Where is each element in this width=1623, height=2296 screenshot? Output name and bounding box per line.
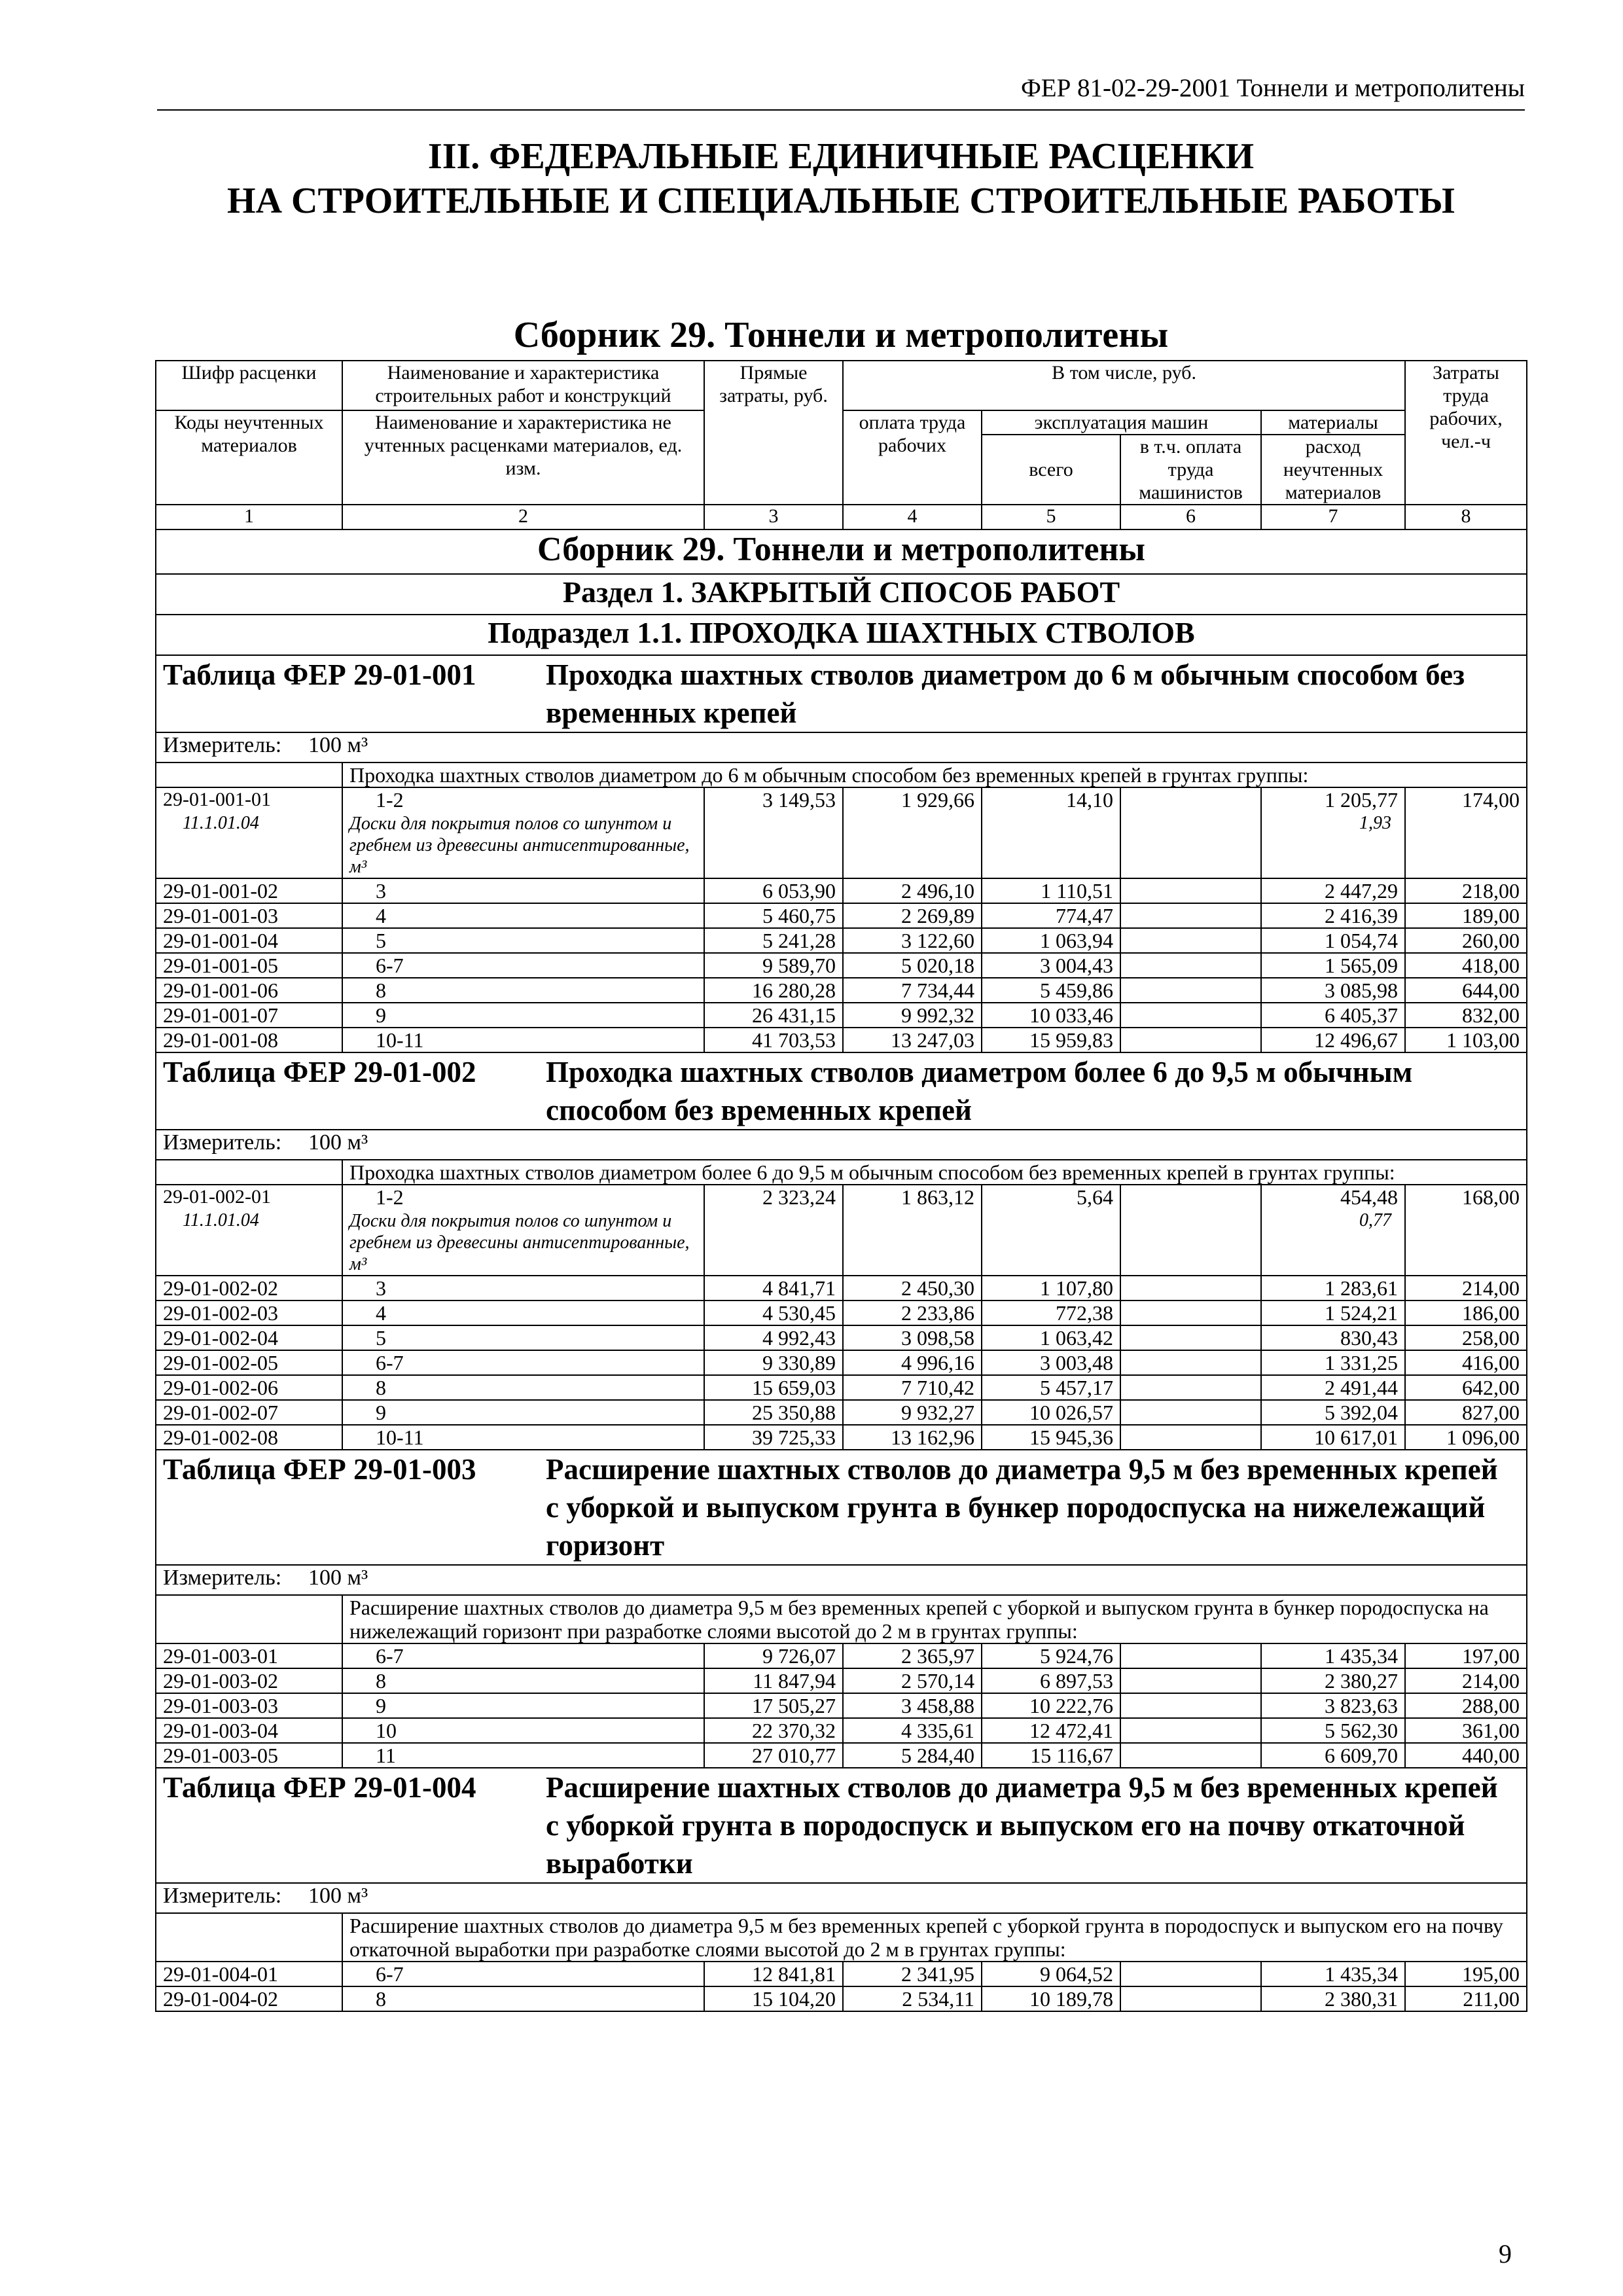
row-labor: 1 103,00 (1405, 1028, 1527, 1052)
row-mach-pay (1120, 1325, 1261, 1350)
col-number: 1 (156, 505, 342, 529)
row-mach: 12 472,41 (982, 1718, 1120, 1743)
col-number: 3 (704, 505, 843, 529)
row-direct: 16 280,28 (704, 978, 843, 1003)
row-labor: 214,00 (1405, 1668, 1527, 1693)
row-mat: 1 524,21 (1261, 1300, 1405, 1325)
row-mat: 1 565,09 (1261, 953, 1405, 978)
row-mat: 6 609,70 (1261, 1743, 1405, 1768)
table-row (156, 1300, 1527, 1325)
row-direct: 41 703,53 (704, 1028, 843, 1052)
row-code: 29-01-003-02 (156, 1668, 342, 1693)
row-name: 9 (342, 1003, 704, 1028)
page-number: 9 (1499, 2239, 1512, 2269)
row-labor: 211,00 (1405, 1986, 1527, 2011)
row-direct: 25 350,88 (704, 1400, 843, 1425)
header-incl: В том числе, руб. (843, 361, 1405, 410)
header-labor-pay: оплата труда рабочих (843, 410, 982, 505)
row-mach: 9 064,52 (982, 1962, 1120, 1986)
row-pay: 9 992,32 (843, 1003, 982, 1028)
row-name: 10-11 (342, 1028, 704, 1052)
row-mach: 10 026,57 (982, 1400, 1120, 1425)
row-mach-pay (1120, 903, 1261, 928)
row-labor: 189,00 (1405, 903, 1527, 928)
row-mat: 1 054,74 (1261, 928, 1405, 953)
row-mat-use: 1,93 (1359, 813, 1392, 833)
row-name: 3 (342, 1276, 704, 1300)
row-direct: 22 370,32 (704, 1718, 843, 1743)
measure-value: 100 м³ (308, 733, 368, 757)
row-mach: 3 003,48 (982, 1350, 1120, 1375)
row-code: 29-01-004-01 (156, 1962, 342, 1986)
row-pay: 2 233,86 (843, 1300, 982, 1325)
row-mach: 15 945,36 (982, 1425, 1120, 1450)
table-row (156, 1986, 1527, 2011)
row-code: 29-01-001-02 (156, 878, 342, 903)
running-header: ФЕР 81-02-29-2001 Тоннели и метрополитены (157, 73, 1525, 111)
table-row (156, 1350, 1527, 1375)
part-title-line2: НА СТРОИТЕЛЬНЫЕ И СПЕЦИАЛЬНЫЕ СТРОИТЕЛЬНЫЕ РАБОТЫ (227, 181, 1455, 221)
row-direct: 4 530,45 (704, 1300, 843, 1325)
row-name: 6-7 (342, 1350, 704, 1375)
measure-value: 100 м³ (308, 1566, 368, 1590)
row-mach: 6 897,53 (982, 1668, 1120, 1693)
row-mach: 772,38 (982, 1300, 1120, 1325)
row-mach-pay (1120, 1643, 1261, 1668)
material-code: 11.1.01.04 (183, 1210, 259, 1230)
col-number: 5 (982, 505, 1120, 529)
row-code: 29-01-003-05 (156, 1743, 342, 1768)
header-name: Наименование и характеристика строительных работ и конструкций (342, 361, 704, 410)
row-mat (1261, 787, 1405, 878)
row-direct: 9 726,07 (704, 1643, 843, 1668)
row-mach: 15 959,83 (982, 1028, 1120, 1052)
table-row (156, 1400, 1527, 1425)
header-name-alt: Наименование и характеристика не учтенных расценками материалов, ед. изм. (342, 410, 704, 505)
row-labor: 642,00 (1405, 1375, 1527, 1400)
row-pay: 2 570,14 (843, 1668, 982, 1693)
header-mat-use: расход неучтенных материалов (1261, 435, 1405, 505)
table-row (156, 928, 1527, 953)
row-mach-pay (1120, 1986, 1261, 2011)
row-mach: 5 459,86 (982, 978, 1120, 1003)
row-mat: 2 380,27 (1261, 1668, 1405, 1693)
row-direct: 4 992,43 (704, 1325, 843, 1350)
row-code: 29-01-002-05 (156, 1350, 342, 1375)
row-direct: 39 725,33 (704, 1425, 843, 1450)
row-mach: 5 924,76 (982, 1643, 1120, 1668)
table-name: Расширение шахтных стволов до диаметра 9,5 м без временных крепей с уборкой грунта в породоспуск и выпуском его на почву откаточной выработки (546, 1771, 1498, 1880)
table-row (156, 1185, 1527, 1276)
row-code: 29-01-003-01 (156, 1643, 342, 1668)
table-row (156, 953, 1527, 978)
row-mach-pay (1120, 1743, 1261, 1768)
row-name: 9 (342, 1693, 704, 1718)
row-name: 9 (342, 1400, 704, 1425)
table-row (156, 1718, 1527, 1743)
row-pay: 13 247,03 (843, 1028, 982, 1052)
measure-label: Измеритель: (163, 1566, 282, 1590)
material-name: Доски для покрытия полов со шпунтом и гребнем из древесины антисептированные, м³ (349, 1211, 690, 1274)
row-name: 11 (342, 1743, 704, 1768)
row-labor: 440,00 (1405, 1743, 1527, 1768)
row-name: 6-7 (342, 1643, 704, 1668)
section-title: Раздел 1. ЗАКРЫТЫЙ СПОСОБ РАБОТ (156, 574, 1527, 615)
row-code (156, 787, 342, 878)
row-mat: 12 496,67 (1261, 1028, 1405, 1052)
row-name: 6-7 (342, 1962, 704, 1986)
header-code-alt: Коды неучтенных материалов (156, 410, 342, 505)
table-title (156, 655, 1527, 732)
row-code: 29-01-001-05 (156, 953, 342, 978)
rate-name: 1-2 (376, 1185, 404, 1209)
row-mach-pay (1120, 1425, 1261, 1450)
row-mach-pay (1120, 1962, 1261, 1986)
row-direct: 6 053,90 (704, 878, 843, 903)
header-mach-total: всего (982, 435, 1120, 505)
row-mach-pay (1120, 1028, 1261, 1052)
row-mach-pay (1120, 1718, 1261, 1743)
row-name: 8 (342, 1668, 704, 1693)
table-label: Таблица ФЕР 29-01-003 (163, 1453, 476, 1486)
row-labor: 827,00 (1405, 1400, 1527, 1425)
row-mach-pay (1120, 953, 1261, 978)
row-direct: 12 841,81 (704, 1962, 843, 1986)
rate-name: 1-2 (376, 788, 404, 812)
subsection-title: Подраздел 1.1. ПРОХОДКА ШАХТНЫХ СТВОЛОВ (156, 615, 1527, 655)
part-title-line1: III. ФЕДЕРАЛЬНЫЕ ЕДИНИЧНЫЕ РАСЦЕНКИ (427, 136, 1255, 177)
table-name: Расширение шахтных стволов до диаметра 9,5 м без временных крепей с уборкой и выпуском грунта в бункер породоспуска на нижележащий горизонт (546, 1453, 1498, 1562)
row-mat-value: 1 205,77 (1325, 788, 1399, 812)
col-number: 8 (1405, 505, 1527, 529)
row-labor: 195,00 (1405, 1962, 1527, 1986)
table-name: Проходка шахтных стволов диаметром более 6 до 9,5 м обычным способом без временных крепей (546, 1056, 1413, 1126)
header-labor: Затраты труда рабочих, чел.-ч (1405, 361, 1527, 505)
measure-label: Измеритель: (163, 1884, 282, 1908)
row-pay: 2 365,97 (843, 1643, 982, 1668)
row-mat: 3 085,98 (1261, 978, 1405, 1003)
row-name: 10-11 (342, 1425, 704, 1450)
row-mat: 1 435,34 (1261, 1643, 1405, 1668)
row-mach-pay (1120, 1185, 1261, 1276)
material-code: 11.1.01.04 (183, 813, 259, 833)
row-pay: 3 458,88 (843, 1693, 982, 1718)
row-mat: 6 405,37 (1261, 1003, 1405, 1028)
row-mat: 10 617,01 (1261, 1425, 1405, 1450)
row-pay: 2 450,30 (843, 1276, 982, 1300)
material-name: Доски для покрытия полов со шпунтом и гребнем из древесины антисептированные, м³ (349, 814, 690, 877)
row-name: 5 (342, 928, 704, 953)
row-mat: 1 435,34 (1261, 1962, 1405, 1986)
table-description: Проходка шахтных стволов диаметром более 6 до 9,5 м обычным способом без временных крепей в грунтах группы: (342, 1160, 1527, 1185)
table-row (156, 787, 1527, 878)
row-mat: 5 392,04 (1261, 1400, 1405, 1425)
row-mach-pay (1120, 1668, 1261, 1693)
row-name: 5 (342, 1325, 704, 1350)
row-pay: 13 162,96 (843, 1425, 982, 1450)
row-mach: 10 033,46 (982, 1003, 1120, 1028)
row-mach: 10 222,76 (982, 1693, 1120, 1718)
row-pay: 5 284,40 (843, 1743, 982, 1768)
row-mach-pay (1120, 1375, 1261, 1400)
rate-code: 29-01-001-01 (163, 789, 271, 810)
row-code: 29-01-001-08 (156, 1028, 342, 1052)
col-number: 6 (1120, 505, 1261, 529)
row-mat: 830,43 (1261, 1325, 1405, 1350)
desc-spacer (156, 1595, 342, 1643)
row-mat: 1 283,61 (1261, 1276, 1405, 1300)
row-name: 3 (342, 878, 704, 903)
row-pay: 5 020,18 (843, 953, 982, 978)
row-pay: 9 932,27 (843, 1400, 982, 1425)
table-title (156, 1768, 1527, 1883)
row-pay: 4 996,16 (843, 1350, 982, 1375)
row-mat: 2 416,39 (1261, 903, 1405, 928)
row-mach: 3 004,43 (982, 953, 1120, 978)
header-code: Шифр расценки (156, 361, 342, 410)
desc-spacer (156, 762, 342, 787)
row-code: 29-01-002-08 (156, 1425, 342, 1450)
row-mach: 1 107,80 (982, 1276, 1120, 1300)
table-row (156, 978, 1527, 1003)
part-title (157, 134, 1525, 223)
row-name: 8 (342, 978, 704, 1003)
row-direct: 15 104,20 (704, 1986, 843, 2011)
row-direct: 5 241,28 (704, 928, 843, 953)
col-number: 4 (843, 505, 982, 529)
row-code: 29-01-002-07 (156, 1400, 342, 1425)
row-mach-pay (1120, 1693, 1261, 1718)
table-title (156, 1450, 1527, 1565)
row-labor: 832,00 (1405, 1003, 1527, 1028)
row-pay: 7 710,42 (843, 1375, 982, 1400)
table-measure (156, 1565, 1527, 1595)
row-code: 29-01-003-03 (156, 1693, 342, 1718)
table-row (156, 1375, 1527, 1400)
row-pay: 2 269,89 (843, 903, 982, 928)
row-direct: 4 841,71 (704, 1276, 843, 1300)
collection-title: Сборник 29. Тоннели и метрополитены (513, 315, 1169, 355)
row-direct: 11 847,94 (704, 1668, 843, 1693)
measure-value: 100 м³ (308, 1130, 368, 1155)
row-name: 4 (342, 903, 704, 928)
row-mach: 1 063,94 (982, 928, 1120, 953)
col-number: 2 (342, 505, 704, 529)
header-materials: материалы (1261, 410, 1405, 435)
row-labor: 218,00 (1405, 878, 1527, 903)
row-mat: 5 562,30 (1261, 1718, 1405, 1743)
measure-value: 100 м³ (308, 1884, 368, 1908)
row-name: 10 (342, 1718, 704, 1743)
row-code: 29-01-001-03 (156, 903, 342, 928)
row-labor: 361,00 (1405, 1718, 1527, 1743)
row-code: 29-01-001-07 (156, 1003, 342, 1028)
row-labor: 416,00 (1405, 1350, 1527, 1375)
row-direct: 9 330,89 (704, 1350, 843, 1375)
rate-code: 29-01-002-01 (163, 1186, 271, 1208)
row-name: 8 (342, 1375, 704, 1400)
collection-row: Сборник 29. Тоннели и метрополитены (156, 529, 1527, 574)
header-machines: эксплуатация машин (982, 410, 1261, 435)
row-code (156, 1185, 342, 1276)
row-mach: 10 189,78 (982, 1986, 1120, 2011)
table-label: Таблица ФЕР 29-01-004 (163, 1771, 476, 1804)
table-description: Расширение шахтных стволов до диаметра 9,5 м без временных крепей с уборкой и выпуском грунта в бункер породоспуска на нижележащий горизонт при разработке слоями высотой до 2 м в грунтах группы: (342, 1595, 1527, 1643)
row-pay: 2 341,95 (843, 1962, 982, 1986)
row-labor: 260,00 (1405, 928, 1527, 953)
row-labor: 214,00 (1405, 1276, 1527, 1300)
row-pay: 3 122,60 (843, 928, 982, 953)
row-code: 29-01-001-04 (156, 928, 342, 953)
row-mat: 3 823,63 (1261, 1693, 1405, 1718)
row-pay: 1 863,12 (843, 1185, 982, 1276)
table-row (156, 878, 1527, 903)
row-mat (1261, 1185, 1405, 1276)
row-mach-pay (1120, 1276, 1261, 1300)
row-labor: 644,00 (1405, 978, 1527, 1003)
col-number: 7 (1261, 505, 1405, 529)
table-row (156, 1743, 1527, 1768)
table-label: Таблица ФЕР 29-01-002 (163, 1056, 476, 1088)
row-mach: 5,64 (982, 1185, 1120, 1276)
row-mach: 15 116,67 (982, 1743, 1120, 1768)
row-mach: 1 110,51 (982, 878, 1120, 903)
row-mach-pay (1120, 978, 1261, 1003)
row-direct: 17 505,27 (704, 1693, 843, 1718)
row-code: 29-01-004-02 (156, 1986, 342, 2011)
row-mat: 2 380,31 (1261, 1986, 1405, 2011)
measure-label: Измеритель: (163, 733, 282, 757)
header-mach-pay: в т.ч. оплата труда машинистов (1120, 435, 1261, 505)
table-row (156, 1425, 1527, 1450)
table-title (156, 1052, 1527, 1130)
row-mach-pay (1120, 1400, 1261, 1425)
row-code: 29-01-002-06 (156, 1375, 342, 1400)
row-direct: 9 589,70 (704, 953, 843, 978)
row-mach-pay (1120, 1003, 1261, 1028)
table-measure (156, 1130, 1527, 1160)
row-mach: 5 457,17 (982, 1375, 1120, 1400)
table-name: Проходка шахтных стволов диаметром до 6 м обычным способом без временных крепей (546, 658, 1465, 729)
row-mach-pay (1120, 1350, 1261, 1375)
table-measure (156, 1883, 1527, 1913)
rates-table (155, 360, 1527, 2012)
row-code: 29-01-002-03 (156, 1300, 342, 1325)
table-measure (156, 732, 1527, 762)
row-direct: 5 460,75 (704, 903, 843, 928)
table-row (156, 1693, 1527, 1718)
row-labor: 258,00 (1405, 1325, 1527, 1350)
row-mat: 2 491,44 (1261, 1375, 1405, 1400)
row-direct: 15 659,03 (704, 1375, 843, 1400)
row-mach-pay (1120, 787, 1261, 878)
row-direct: 2 323,24 (704, 1185, 843, 1276)
row-name (342, 1185, 704, 1276)
row-labor: 174,00 (1405, 787, 1527, 878)
measure-label: Измеритель: (163, 1130, 282, 1155)
desc-spacer (156, 1913, 342, 1962)
row-name (342, 787, 704, 878)
row-code: 29-01-002-02 (156, 1276, 342, 1300)
row-code: 29-01-001-06 (156, 978, 342, 1003)
row-mach: 774,47 (982, 903, 1120, 928)
row-name: 6-7 (342, 953, 704, 978)
row-mat-value: 454,48 (1340, 1185, 1399, 1209)
row-direct: 27 010,77 (704, 1743, 843, 1768)
row-mat: 1 331,25 (1261, 1350, 1405, 1375)
table-row (156, 1962, 1527, 1986)
row-code: 29-01-002-04 (156, 1325, 342, 1350)
table-description: Расширение шахтных стволов до диаметра 9,5 м без временных крепей с уборкой грунта в породоспуск и выпуском его на почву откаточной выработки при разработке слоями высотой до 2 м в грунтах группы: (342, 1913, 1527, 1962)
desc-spacer (156, 1160, 342, 1185)
row-mach: 14,10 (982, 787, 1120, 878)
row-direct: 3 149,53 (704, 787, 843, 878)
row-name: 4 (342, 1300, 704, 1325)
row-pay: 2 534,11 (843, 1986, 982, 2011)
row-name: 8 (342, 1986, 704, 2011)
row-direct: 26 431,15 (704, 1003, 843, 1028)
table-row (156, 1325, 1527, 1350)
table-row (156, 1276, 1527, 1300)
table-description: Проходка шахтных стволов диаметром до 6 м обычным способом без временных крепей в грунтах группы: (342, 762, 1527, 787)
row-labor: 168,00 (1405, 1185, 1527, 1276)
row-pay: 3 098,58 (843, 1325, 982, 1350)
table-row (156, 903, 1527, 928)
row-labor: 197,00 (1405, 1643, 1527, 1668)
row-pay: 1 929,66 (843, 787, 982, 878)
row-mach-pay (1120, 1300, 1261, 1325)
row-mach: 1 063,42 (982, 1325, 1120, 1350)
row-code: 29-01-003-04 (156, 1718, 342, 1743)
row-mat-use: 0,77 (1359, 1210, 1392, 1230)
row-pay: 7 734,44 (843, 978, 982, 1003)
table-row (156, 1003, 1527, 1028)
row-labor: 418,00 (1405, 953, 1527, 978)
row-mat: 2 447,29 (1261, 878, 1405, 903)
row-labor: 186,00 (1405, 1300, 1527, 1325)
row-labor: 1 096,00 (1405, 1425, 1527, 1450)
row-mach-pay (1120, 878, 1261, 903)
table-label: Таблица ФЕР 29-01-001 (163, 658, 476, 691)
row-pay: 2 496,10 (843, 878, 982, 903)
row-pay: 4 335,61 (843, 1718, 982, 1743)
table-row (156, 1028, 1527, 1052)
table-row (156, 1643, 1527, 1668)
row-labor: 288,00 (1405, 1693, 1527, 1718)
table-row (156, 1668, 1527, 1693)
row-mach-pay (1120, 928, 1261, 953)
header-direct: Прямые затраты, руб. (704, 361, 843, 505)
